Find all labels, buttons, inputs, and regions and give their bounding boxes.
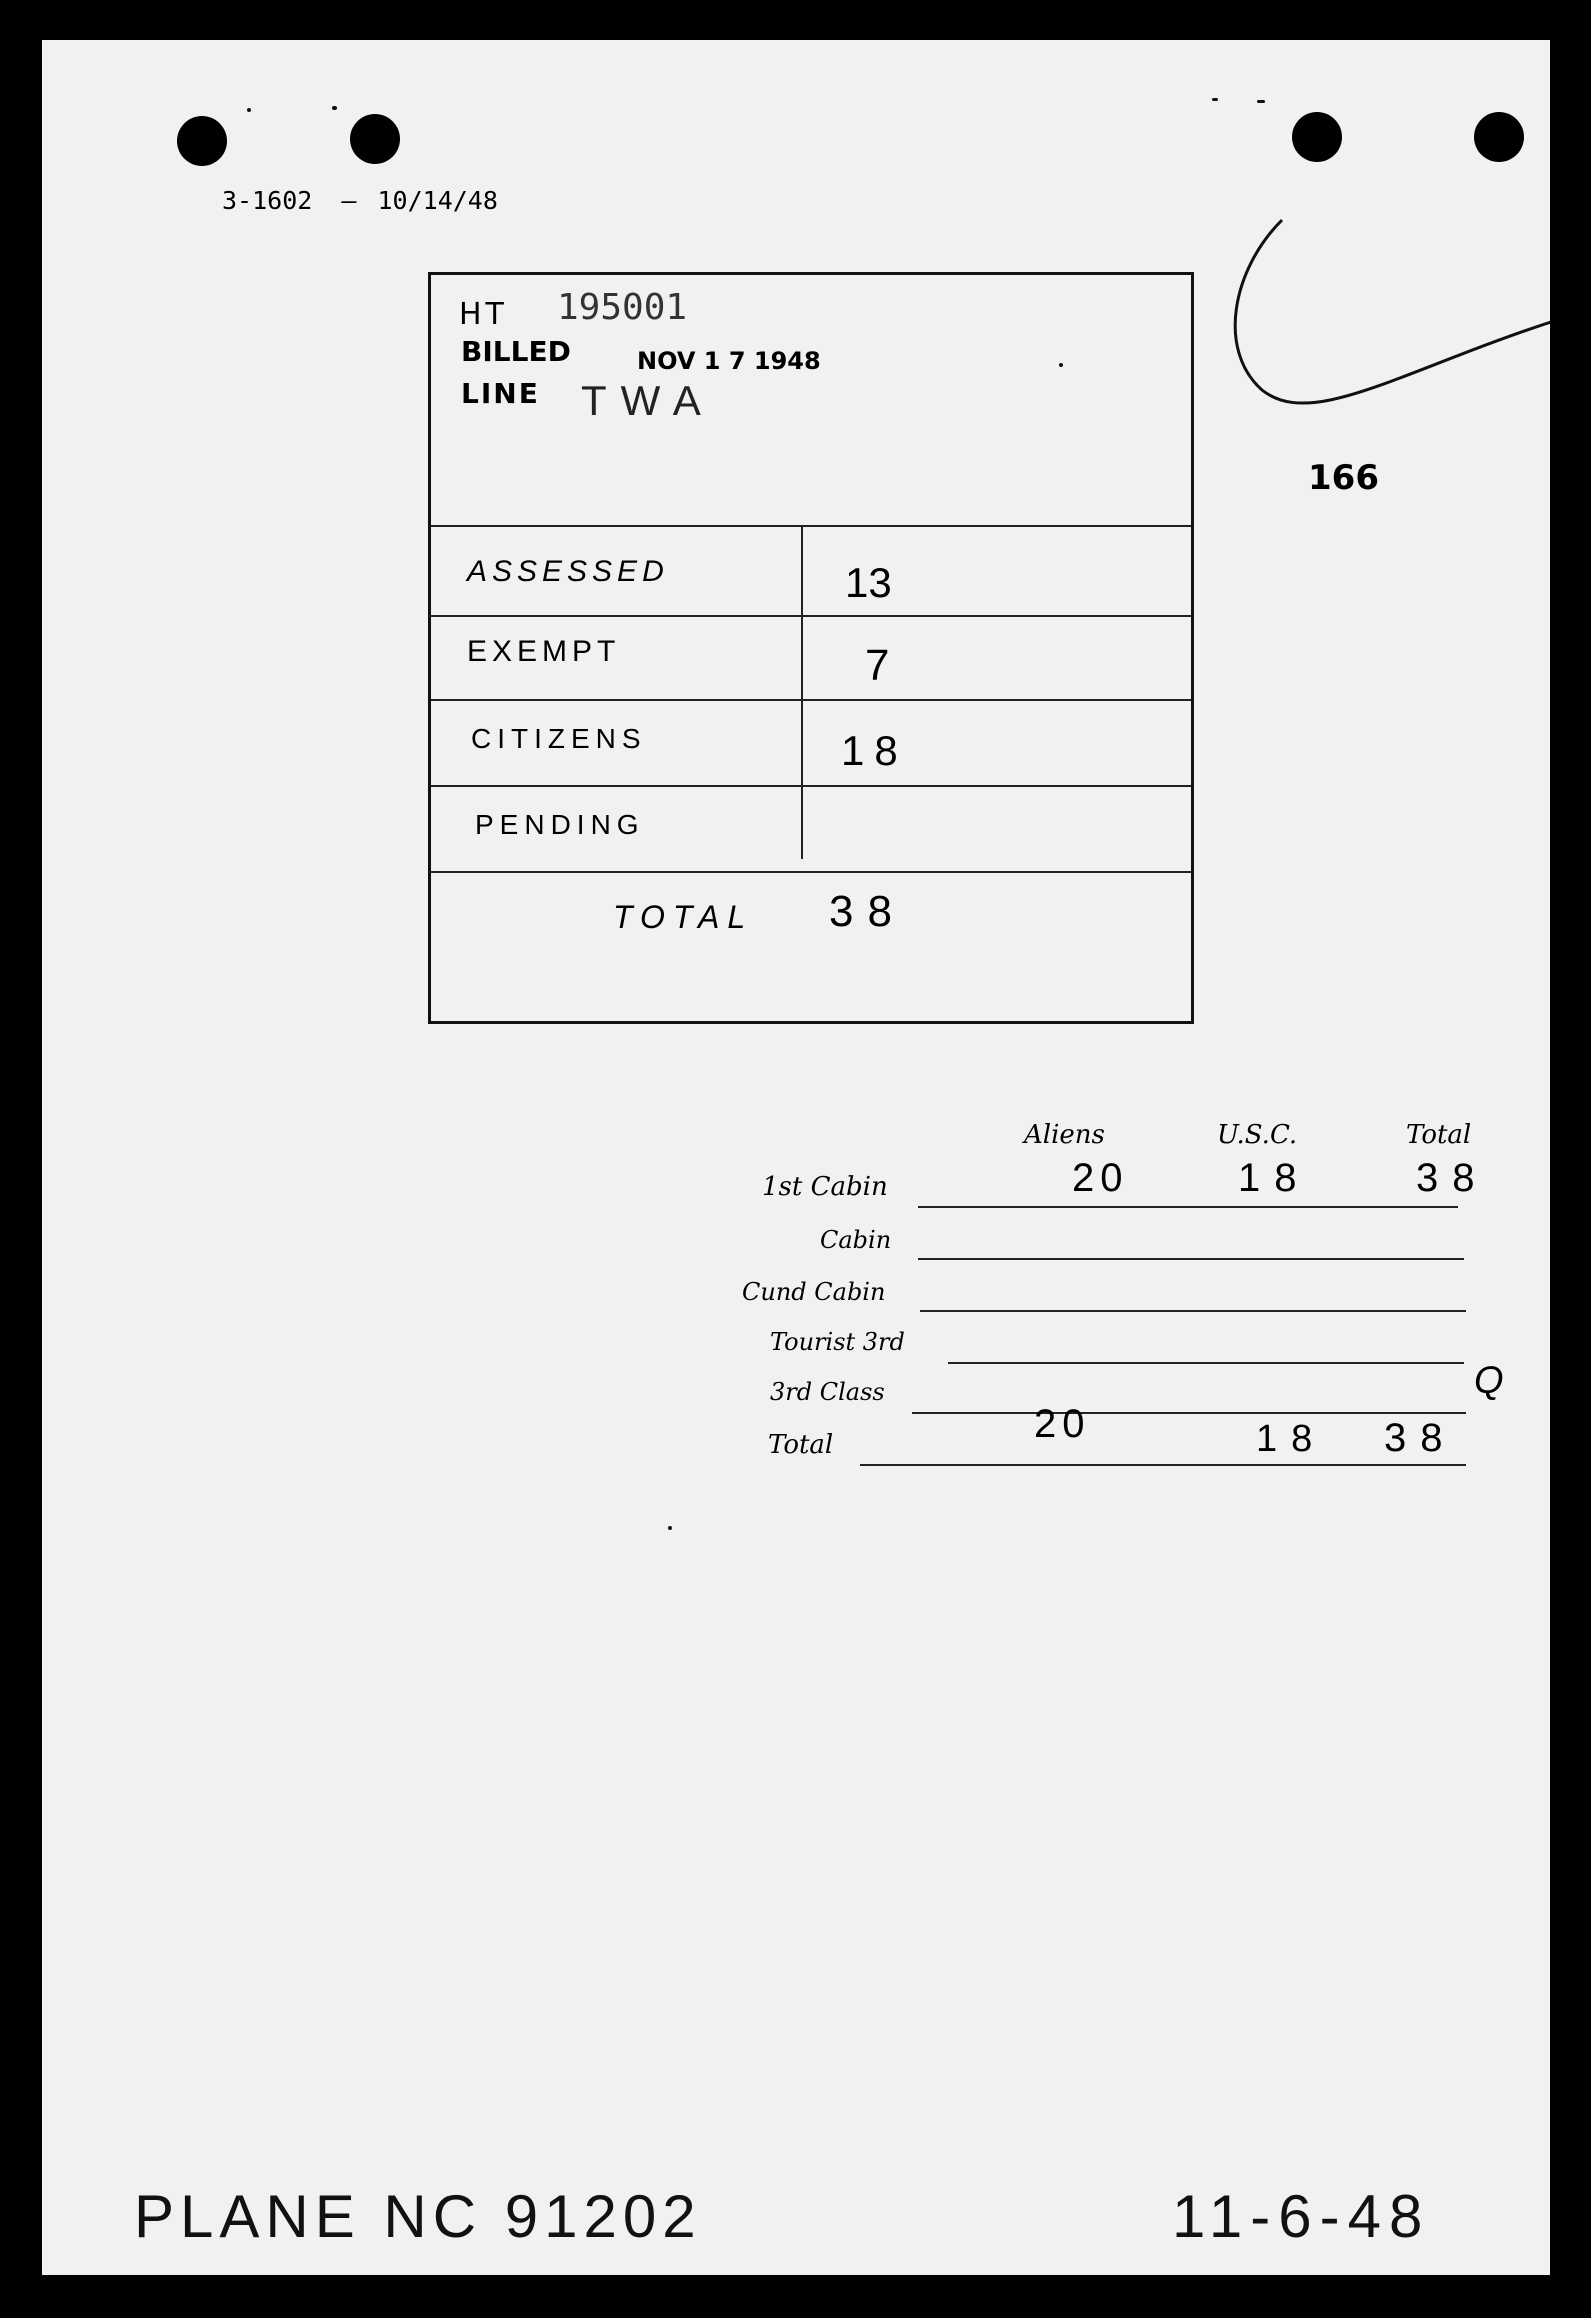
document-page [42,40,1550,2275]
check-mark-icon [1222,210,1550,470]
ht-label: HT [459,297,508,332]
form-number: 3-1602 [222,186,313,215]
scan-speck [247,108,251,112]
total-value: 38 [829,887,906,936]
row-underline [920,1310,1466,1312]
row-underline [918,1206,1458,1208]
stamp-divider [431,785,1191,787]
row-label-cund-cabin: Cund Cabin [742,1278,886,1306]
row-underline [918,1258,1464,1260]
row-label-1st-cabin: 1st Cabin [762,1172,888,1202]
plane-number: PLANE NC 91202 [134,2183,702,2250]
punch-hole [177,116,227,166]
total-label: TOTAL [613,899,754,935]
total-row-total: 38 [1384,1416,1457,1460]
form-dash: — [341,186,357,215]
form-date: 10/14/48 [377,186,498,215]
row-underline [860,1464,1466,1466]
column-header-aliens: Aliens [1024,1120,1105,1150]
stamp-divider [431,615,1191,617]
row-label-tourist-3rd: Tourist 3rd [770,1328,905,1356]
line-value: TWA [581,377,715,424]
page-number: 166 [1308,458,1379,498]
ink-dot [668,1526,672,1530]
billed-label: BILLED [461,335,571,368]
form-code [222,186,498,215]
stamp-column-divider [801,525,803,859]
row-underline [948,1362,1464,1364]
stamp-divider [431,871,1191,873]
scan-speck [1257,100,1265,103]
column-header-total: Total [1406,1120,1472,1150]
punch-hole [350,114,400,164]
pending-label: PENDING [475,809,645,840]
row-1-total: 38 [1416,1156,1489,1200]
total-row-aliens: 20 [1034,1402,1091,1446]
exempt-value: 7 [865,641,890,690]
ht-number: 195001 [557,287,688,328]
punch-hole [1292,112,1342,162]
side-mark: Q [1474,1360,1504,1402]
ink-dot [1059,363,1063,367]
citizens-label: CITIZENS [471,723,647,754]
scan-speck [1212,98,1218,101]
row-1-usc: 18 [1238,1156,1311,1200]
scan-speck [332,106,337,110]
total-row-usc: 18 [1256,1418,1327,1460]
stamp-divider [431,525,1191,527]
row-1-aliens: 20 [1072,1156,1129,1200]
row-label-total: Total [768,1430,834,1460]
billed-date: NOV 1 7 1948 [637,347,821,375]
row-label-3rd-class: 3rd Class [770,1378,885,1406]
row-underline [912,1412,1466,1414]
handwritten-date: 11-6-48 [1172,2183,1431,2250]
exempt-label: EXEMPT [467,635,621,668]
line-label: LINE [461,377,540,410]
punch-hole [1474,112,1524,162]
assessed-label: ASSESSED [467,555,669,588]
column-header-usc: U.S.C. [1217,1120,1298,1150]
row-label-cabin: Cabin [820,1226,892,1254]
citizens-value: 18 [841,727,908,774]
assessed-value: 13 [845,559,892,606]
entry-stamp-box [428,272,1194,1024]
stamp-divider [431,699,1191,701]
